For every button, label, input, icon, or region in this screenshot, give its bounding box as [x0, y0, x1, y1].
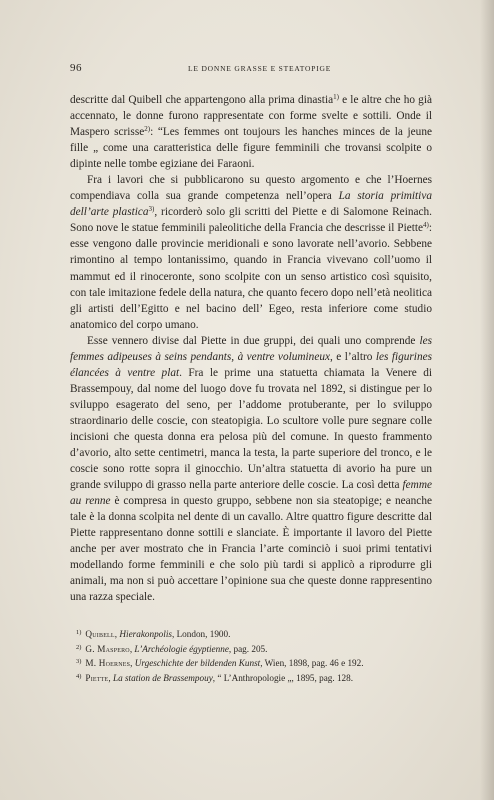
footnote-3: $^{3)}$ M. Hoernes, Urgeschichte der bildenden Kunst, Wien, 1898, pag. 46 e 192.: [76, 658, 364, 669]
footnote-rest: , Wien, 1898, pag. 46 e 192.: [260, 658, 364, 669]
footnote-author: Piette: [85, 672, 109, 683]
text-run: : “Les femmes ont toujours les hanches minces de la jeune fille „ come una caratteristica delle figure femminili che trovansi scolpite o dipinte nelle tombe egiziane dei Faraoni.: [70, 126, 432, 171]
footnote-marker: 4): [76, 672, 82, 680]
running-head: LE DONNE GRASSE E STEATOPIGE: [188, 64, 332, 73]
italic-title: La storia primitiva dell’arte plastica: [70, 190, 432, 219]
main-text: [70, 92, 432, 606]
footnote-ref: 2): [144, 125, 151, 134]
page-header: [70, 62, 432, 76]
footnote-rest: , pag. 205.: [228, 643, 268, 654]
text-run: . Fra le prime una statuetta chiamata la Venere di Brassempouy, dal nome del luogo dove fu trovata nel 1892, si distingue per lo sviluppo esagerato del seno, per l’addome protuberante, per lo sviluppo straordinario delle coscie, con steatopigia. Lo scultore volle pure segnare colle incisioni che questa donna era pelosa più del comune. In questo frammento d’avorio, alto sette centimetri, manca la testa, la parte superiore del tronco, e le coscie sono rotte sopra il ginocchio. Un’altra statuetta di avorio ha pure un grande sviluppo di grasso nella parte anteriore delle coscie. La così detta: [70, 366, 432, 492]
footnote-author: Quibell: [85, 629, 115, 639]
footnote-title: Hierakonpolis: [119, 629, 172, 639]
text-run: , ricorderò solo gli scritti del Piette e di Salomone Reinach. Sono nove le statue femminili paleolitiche della Francia che descrisse il Piette: [70, 206, 432, 235]
footnote-4: $^{4)}$ Piette, La station de Brassempouy, “ L’Anthropologie „, 1895, pag. 128.: [76, 672, 354, 683]
footnote-author: G. Maspero: [85, 643, 130, 654]
footnote-rest: , “ L’Anthropologie „, 1895, pag. 128.: [212, 672, 354, 683]
footnote-marker: 1): [76, 629, 82, 636]
footnotes: [76, 627, 436, 685]
italic-phrase: femme au renne: [70, 479, 432, 508]
spine-shadow: [480, 0, 494, 800]
footnote-marker: 3): [76, 658, 82, 666]
text-run: descritte dal Quibell che appartengono alla prima dinastia: [70, 94, 334, 106]
page-number: 96: [70, 62, 82, 74]
paragraph-3: [70, 333, 432, 606]
text-run: Esse vennero divise dal Piette in due gruppi, dei quali uno comprende: [87, 334, 420, 347]
footnote-rest: , London, 1900.: [171, 629, 231, 639]
footnote-title: L’Archéologie égyptienne: [134, 643, 229, 654]
paragraph-1: [70, 92, 432, 172]
text-run: , e l’altro: [330, 350, 376, 363]
footnote-ref: 3): [148, 205, 155, 214]
text-run: Fra i lavori che si pubblicarono su questo argomento e che l’Hoernes compendiava colla sua grande competenza nell’opera: [70, 174, 432, 203]
footnote-title: La station de Brassempouy: [112, 672, 213, 683]
text-run: e le altre che ho già accennato, le donne furono rappresentate con forme svelte e sottili. Onde il Maspero scrisse: [70, 94, 432, 139]
footnote-ref: 1): [333, 93, 339, 101]
footnote-ref: 4): [423, 221, 429, 230]
text-run: è compresa in questo gruppo, sebbene non sia steatopige; e neanche tale è la donna scolpita nel dente di un cavallo. Altre quattro figure descritte dal Piette rappresentano donne sottili e slanciate. È importante il lavoro del Piette anche per aver mostrato che in Francia l’arte cominciò i suoi primi tentativi modellando forme femminili e che solo più tardi si applicò a riprodurre gli animali, ma non si può accettare l’opinione sua che queste donne rappresentino una razza speciale.: [70, 495, 432, 604]
footnote-2: $^{2)}$ G. Maspero, L’Archéologie égyptienne, pag. 205.: [76, 643, 268, 654]
italic-phrase: les figurines élancées à ventre plat: [70, 350, 433, 379]
footnote-title: Urgeschichte der bildenden Kunst: [134, 658, 261, 669]
footnote-marker: 2): [76, 643, 82, 651]
paragraph-2: [70, 172, 432, 332]
text-run: : esse vengono dalle provincie meridionali e sono lavorate nell’avorio. Sebbene rimontino al tempo lontanissimo, quando in Francia vivevano coll’uomo il mammut ed il rinoceronte, sono scolpite con un senso artistico così squisito, con tale imitazione fedele della natura, che quanto fecero dopo nell’età neolitica gli artisti dell’Egitto e nel bacino dell’ Egeo, resta inferiore come studio anatomico del corpo umano.: [70, 222, 432, 331]
footnote-author: M. Hoernes: [85, 658, 131, 669]
footnote-1: $^{1)}$ Quibell, Hierakonpolis, London, 1900.: [76, 629, 231, 639]
italic-phrase: les femmes adipeuses à seins pendants, à ventre volumineux: [70, 334, 432, 363]
